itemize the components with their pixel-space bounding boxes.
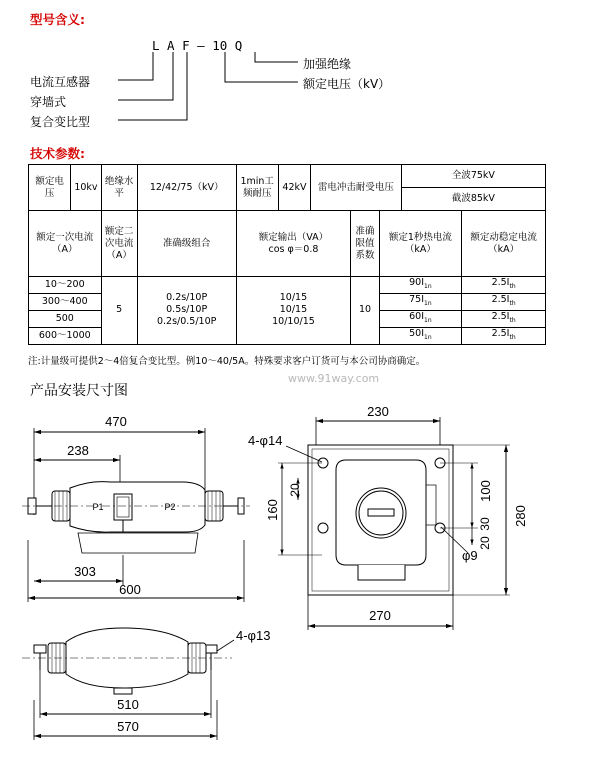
accuracy-combo-3: 0.2s/0.5/10P <box>156 316 217 328</box>
thermal-value-1 <box>379 277 462 294</box>
dim-280: 280 <box>513 505 528 527</box>
rated-outputs <box>236 277 351 345</box>
dim-570: 570 <box>117 719 139 734</box>
thermal-main-4: 50I <box>409 327 425 339</box>
header-accuracy-combo: 准确级组合 <box>137 211 236 277</box>
cell-lightning: 雷电冲击耐受电压 <box>311 165 402 211</box>
limit-factor-value: 10 <box>351 277 379 345</box>
dynamic-main-4: 2.5I <box>491 327 510 339</box>
dynamic-main-3: 2.5I <box>491 310 510 322</box>
dim-600: 600 <box>119 582 141 597</box>
install-heading: 产品安装尺寸图 <box>30 383 128 399</box>
primary-current-3: 500 <box>29 310 102 327</box>
secondary-current-value: 5 <box>101 277 137 345</box>
header-rated-output <box>236 211 351 277</box>
dim-238: 238 <box>67 443 89 458</box>
cell-chopped-wave: 截波85kV <box>401 188 545 211</box>
rated-output-3: 10/10/15 <box>272 316 315 328</box>
header-rated-output-title: 额定输出（VA） <box>258 231 329 243</box>
accuracy-combos <box>137 277 236 345</box>
cell-rated-voltage-value: 10kv <box>71 165 101 211</box>
thermal-value-4 <box>379 327 462 344</box>
rated-output-1: 10/15 <box>279 292 308 304</box>
thermal-sub-1: 1n <box>424 282 432 290</box>
dynamic-sub-4: th <box>509 333 516 341</box>
label-reinforced-insulation: 加强绝缘 <box>303 57 352 71</box>
model-code: L A F — 10 Q <box>152 38 243 53</box>
dynamic-sub-3: th <box>509 316 516 324</box>
dynamic-main-2: 2.5I <box>491 293 510 305</box>
label-4-phi13: 4-φ13 <box>236 628 271 643</box>
header-thermal-current: 额定1秒热电流（kA） <box>379 211 462 277</box>
dynamic-value-3 <box>462 310 546 327</box>
header-dynamic-current: 额定动稳定电流（kA） <box>462 211 546 277</box>
dim-20-right: 20 <box>478 536 492 550</box>
thermal-sub-2: 1n <box>424 299 432 307</box>
label-phi9: φ9 <box>462 548 478 563</box>
cell-withstand-value: 42kV <box>278 165 310 211</box>
dim-303: 303 <box>74 564 96 579</box>
cell-insulation-value: 12/42/75（kV） <box>137 165 236 211</box>
header-secondary-current: 额定二次电流（A） <box>101 211 137 277</box>
dynamic-value-2 <box>462 293 546 310</box>
dim-160: 160 <box>265 499 280 521</box>
dynamic-value-4 <box>462 327 546 344</box>
watermark: www.91way.com <box>288 372 380 385</box>
dynamic-value-1 <box>462 277 546 294</box>
thermal-value-2 <box>379 293 462 310</box>
installation-drawing <box>0 395 595 760</box>
thermal-value-3 <box>379 310 462 327</box>
accuracy-combo-2: 0.5s/10P <box>166 304 208 316</box>
primary-current-4: 600～1000 <box>29 327 102 344</box>
thermal-main-3: 60I <box>409 310 425 322</box>
dynamic-sub-1: th <box>509 282 516 290</box>
dim-20-left: 20 <box>288 483 302 497</box>
dim-230: 230 <box>367 404 389 419</box>
dim-100: 100 <box>478 480 493 502</box>
label-p1: P1 <box>92 502 104 512</box>
tech-heading: 技术参数: <box>30 146 85 161</box>
header-rated-output-cos: cos φ＝0.8 <box>268 243 319 255</box>
label-4-phi14: 4-φ14 <box>248 433 283 448</box>
dim-270: 270 <box>369 608 391 623</box>
front-view <box>22 428 250 602</box>
label-wall-bushing: 穿墙式 <box>30 95 67 109</box>
label-multi-ratio: 复合变比型 <box>30 115 91 129</box>
cell-insulation: 绝缘水平 <box>101 165 137 211</box>
rated-output-2: 10/15 <box>279 304 308 316</box>
header-limit-factor: 准确限值系数 <box>351 211 379 277</box>
spec-note: 注:计量级可提供2～4倍复合变比型。例10～40/5A。特殊要求客户订货可与本公司协商确定。 <box>28 356 426 367</box>
thermal-sub-4: 1n <box>424 333 432 341</box>
dim-30: 30 <box>478 517 492 531</box>
thermal-main-1: 90I <box>409 277 425 288</box>
spec-table <box>28 164 546 345</box>
cell-full-wave: 全波75kV <box>401 165 545 188</box>
cell-withstand: 1min工频耐压 <box>236 165 278 211</box>
dim-510: 510 <box>117 697 139 712</box>
label-current-transformer: 电流互感器 <box>30 75 91 89</box>
primary-current-2: 300～400 <box>29 293 102 310</box>
accuracy-combo-1: 0.2s/10P <box>166 292 208 304</box>
model-heading: 型号含义: <box>30 12 85 27</box>
dynamic-main-1: 2.5I <box>491 277 510 288</box>
label-p2: P2 <box>164 502 176 512</box>
dim-470: 470 <box>105 414 127 429</box>
header-primary-current: 额定一次电流（A） <box>29 211 102 277</box>
end-view <box>278 417 510 630</box>
model-leader-lines <box>0 0 595 140</box>
dynamic-sub-2: th <box>509 299 516 307</box>
label-rated-voltage-kv: 额定电压（kV） <box>303 77 391 91</box>
cell-rated-voltage: 额定电压 <box>29 165 71 211</box>
thermal-main-2: 75I <box>409 293 425 305</box>
thermal-sub-3: 1n <box>424 316 432 324</box>
primary-current-1: 10～200 <box>29 277 102 294</box>
